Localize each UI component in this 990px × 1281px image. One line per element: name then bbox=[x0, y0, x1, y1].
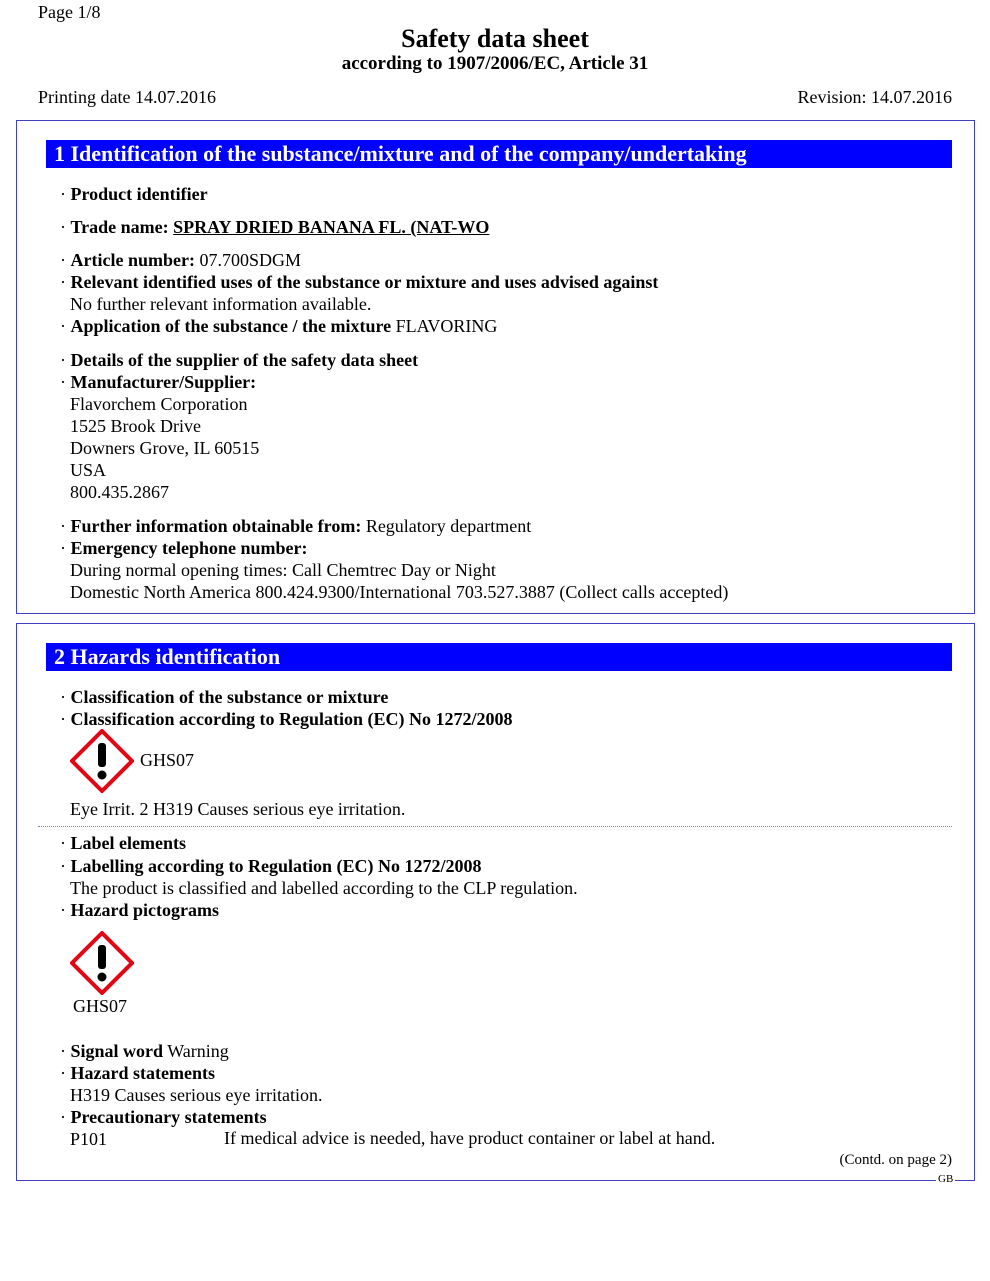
manufacturer-label: · Manufacturer/Supplier: bbox=[60, 372, 257, 392]
document-subtitle: according to 1907/2006/EC, Article 31 bbox=[341, 53, 649, 74]
ghs07-exclamation-icon bbox=[70, 931, 134, 995]
page-number: Page 1/8 bbox=[38, 2, 101, 22]
signal-word: · Signal word Warning bbox=[60, 1041, 229, 1061]
address-line-1: Flavorchem Corporation bbox=[70, 394, 248, 414]
labelling-regulation: · Labelling according to Regulation (EC) No 1272/2008 bbox=[60, 856, 482, 876]
classification-regulation: · Classification according to Regulation (EC) No 1272/2008 bbox=[60, 709, 513, 729]
section-2-heading: 2 Hazards identification bbox=[46, 643, 952, 671]
p101-text: If medical advice is needed, have product container or label at hand. bbox=[224, 1128, 716, 1148]
label-elements: · Label elements bbox=[60, 833, 186, 853]
continued-note: (Contd. on page 2) bbox=[839, 1152, 952, 1168]
section-1-heading: 1 Identification of the substance/mixture and of the company/undertaking bbox=[46, 140, 952, 168]
no-further-info: No further relevant information available. bbox=[70, 294, 372, 314]
precautionary-statements: · Precautionary statements bbox=[60, 1107, 267, 1127]
application: · Application of the substance / the mixture FLAVORING bbox=[60, 316, 498, 336]
emergency-line-2: Domestic North America 800.424.9300/International 703.527.3887 (Collect calls accepted) bbox=[70, 582, 729, 602]
p101-code: P101 bbox=[70, 1129, 108, 1149]
ghs-code-1: GHS07 bbox=[140, 750, 195, 770]
address-line-4: USA bbox=[70, 460, 107, 480]
relevant-uses: · Relevant identified uses of the substance or mixture and uses advised against bbox=[60, 272, 659, 292]
hazard-statements: · Hazard statements bbox=[60, 1063, 215, 1083]
divider bbox=[38, 826, 952, 827]
eye-irritation: Eye Irrit. 2 H319 Causes serious eye irritation. bbox=[70, 799, 406, 819]
emergency-label: · Emergency telephone number: bbox=[60, 538, 308, 558]
document-title: Safety data sheet bbox=[401, 24, 589, 53]
address-line-2: 1525 Brook Drive bbox=[70, 416, 201, 436]
ghs07-exclamation-icon bbox=[70, 729, 134, 793]
further-info: · Further information obtainable from: Regulatory department bbox=[60, 516, 532, 536]
country-code: GB bbox=[938, 1173, 954, 1185]
h319-statement: H319 Causes serious eye irritation. bbox=[70, 1085, 323, 1105]
revision-date: Revision: 14.07.2016 bbox=[797, 87, 952, 107]
address-line-3: Downers Grove, IL 60515 bbox=[70, 438, 260, 458]
emergency-line-1: During normal opening times: Call Chemtrec Day or Night bbox=[70, 560, 496, 580]
ghs-code-2: GHS07 bbox=[73, 996, 128, 1016]
hazard-pictograms: · Hazard pictograms bbox=[60, 900, 219, 920]
product-identifier: · Product identifier bbox=[60, 184, 208, 204]
trade-name-value: SPRAY DRIED BANANA FL. (NAT-WO bbox=[173, 217, 490, 237]
trade-name: · Trade name: SPRAY DRIED BANANA FL. (NAT-WO bbox=[60, 217, 490, 237]
classification: · Classification of the substance or mixture bbox=[60, 687, 389, 707]
phone-number: 800.435.2867 bbox=[70, 482, 169, 502]
clp-statement: The product is classified and labelled according to the CLP regulation. bbox=[70, 878, 578, 898]
article-number: · Article number: 07.700SDGM bbox=[60, 250, 301, 270]
supplier-details: · Details of the supplier of the safety data sheet bbox=[60, 350, 419, 370]
printing-date: Printing date 14.07.2016 bbox=[38, 87, 216, 107]
